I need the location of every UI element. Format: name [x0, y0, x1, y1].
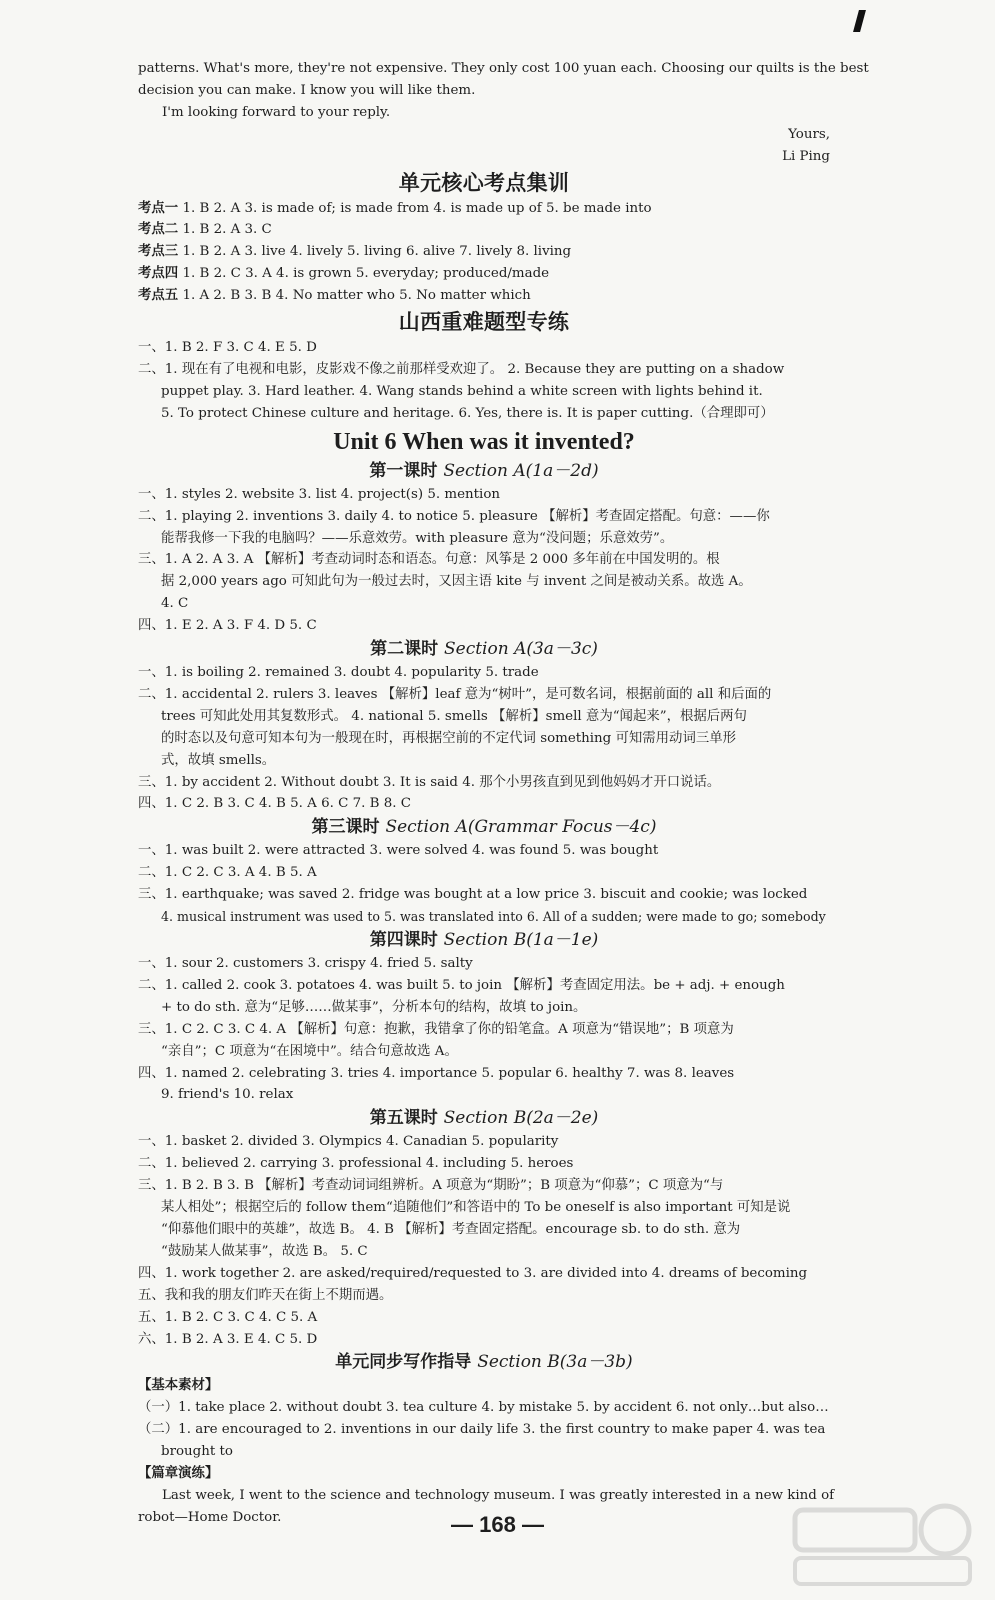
- answer-line: 4. musical instrument was used to 5. was translated into 6. All of a sudden; were made to go; somebody: [161, 909, 826, 925]
- review-answers: 1. B 2. C 3. A 4. is grown 5. everyday; produced/made: [182, 266, 550, 282]
- answer-line: 4. C: [161, 596, 189, 612]
- section-range: Section A(1a－2d): [443, 460, 599, 481]
- section-range: Section B(3a－3b): [477, 1352, 633, 1373]
- watermark-logo: [785, 1500, 975, 1590]
- answer-line: puppet play. 3. Hard leather. 4. Wang stands behind a white screen with lights behind it.: [161, 383, 763, 399]
- section-heading: [138, 637, 830, 662]
- section-range: Section B(1a－1e): [443, 930, 599, 950]
- review-label: 考点三: [138, 243, 179, 260]
- answer-line: “仰慕他们眼中的英雄”，故选 B。 4. B 【解析】考查固定搭配。encourage sb. to do sth. 意为: [161, 1221, 741, 1237]
- lesson-label: 第三课时: [311, 817, 380, 838]
- answer-line: 三、1. earthquake; was saved 2. fridge was bought at a low price 3. biscuit and cookie; was locked: [138, 887, 808, 903]
- review-row: [138, 241, 830, 263]
- review-answers: 1. B 2. A 3. live 4. lively 5. living 6. alive 7. lively 8. living: [182, 244, 572, 260]
- section-range: Section A(Grammar Focus－4c): [385, 817, 657, 838]
- answer-line: 的时态以及句意可知本句为一般现在时，再根据空前的不定代词 something 可知需用动词三单形: [161, 730, 737, 746]
- answer-line: 二、1. playing 2. inventions 3. daily 4. to notice 5. pleasure 【解析】考查固定搭配。句意：——你: [138, 508, 770, 524]
- page-number: — 168 —: [451, 1512, 544, 1537]
- lesson-label: 第二课时: [370, 639, 439, 660]
- answer-line: trees 可知此处用其复数形式。 4. national 5. smells 【解析】smell 意为“闻起来”，根据后两句: [161, 708, 747, 724]
- essay-line: Last week, I went to the science and technology museum. I was greatly interested in a new kind of: [162, 1487, 835, 1503]
- section-heading: [138, 928, 830, 953]
- section-heading: [138, 815, 830, 840]
- material-label: 【基本素材】: [138, 1377, 219, 1394]
- answer-line: 四、1. E 2. A 3. F 4. D 5. C: [138, 618, 317, 634]
- answer-line: 一、1. is boiling 2. remained 3. doubt 4. popularity 5. trade: [138, 665, 539, 681]
- letter-line: decision you can make. I know you will like them.: [138, 82, 476, 98]
- review-label: 考点四: [138, 265, 179, 282]
- review-row: [138, 219, 830, 241]
- shanxi-title: 山西重难题型专练: [398, 310, 570, 335]
- section-heading: [138, 459, 830, 484]
- answer-line: 式，故填 smells。: [161, 752, 276, 768]
- writing-heading: 单元同步写作指导: [335, 1352, 472, 1373]
- answer-line: 三、1. B 2. B 3. B 【解析】考查动词词组辨析。A 项意为“期盼”；B 项意为“仰慕”；C 项意为“与: [138, 1178, 724, 1194]
- answer-line: 二、1. 现在有了电视和电影，皮影戏不像之前那样受欢迎了。 2. Because they are putting on a shadow: [138, 361, 785, 377]
- answer-line: “鼓励某人做某事”，故选 B。 5. C: [161, 1243, 368, 1259]
- answer-line: 一、1. basket 2. divided 3. Olympics 4. Canadian 5. popularity: [138, 1134, 559, 1150]
- answer-line: 二、1. C 2. C 3. A 4. B 5. A: [138, 865, 317, 881]
- review-answers: 1. A 2. B 3. B 4. No matter who 5. No matter which: [182, 288, 531, 304]
- review-title: 单元核心考点集训: [398, 170, 570, 195]
- essay-line: robot—Home Doctor.: [138, 1509, 282, 1525]
- review-label: 考点一: [138, 199, 179, 216]
- review-label: 考点五: [138, 287, 179, 304]
- section-range: Section B(2a－2e): [443, 1108, 599, 1129]
- answer-line: 五、1. B 2. C 3. C 4. C 5. A: [138, 1309, 318, 1325]
- answer-line: 二、1. accidental 2. rulers 3. leaves 【解析】leaf 意为“树叶”，是可数名词，根据前面的 all 和后面的: [138, 686, 772, 702]
- review-row: [138, 263, 830, 285]
- answer-line: 五、我和我的朋友们昨天在街上不期而遇。: [138, 1287, 393, 1303]
- answer-line: 二、1. called 2. cook 3. potatoes 4. was built 5. to join 【解析】考查固定用法。be + adj. + enough: [138, 977, 785, 993]
- answer-line: “亲自”；C 项意为“在困境中”。结合句意故选 A。: [161, 1043, 458, 1059]
- lesson-label: 第四课时: [369, 930, 438, 950]
- section-heading: [138, 1350, 830, 1375]
- answer-line: 一、1. styles 2. website 3. list 4. project(s) 5. mention: [138, 486, 501, 502]
- answer-line: （一）1. take place 2. without doubt 3. tea culture 4. by mistake 5. by accident 6. not only…but also…: [138, 1400, 829, 1416]
- answer-line: 据 2,000 years ago 可知此句为一般过去时，又因主语 kite 与 invent 之间是被动关系。故选 A。: [161, 574, 752, 590]
- answer-line: 三、1. C 2. C 3. C 4. A 【解析】句意：抱歉，我错拿了你的铅笔盒。A 项意为“错误地”；B 项意为: [138, 1021, 734, 1037]
- review-row: [138, 198, 830, 220]
- practice-label: 【篇章演练】: [138, 1465, 219, 1482]
- lesson-label: 第五课时: [369, 1108, 438, 1129]
- answer-line: 二、1. believed 2. carrying 3. professional 4. including 5. heroes: [138, 1156, 574, 1172]
- section-heading: [138, 1106, 830, 1131]
- answer-line: 一、1. was built 2. were attracted 3. were solved 4. was found 5. was bought: [138, 843, 659, 859]
- answer-line: （二）1. are encouraged to 2. inventions in our daily life 3. the first country to make paper 4. was tea: [138, 1422, 826, 1438]
- review-answers: 1. B 2. A 3. is made of; is made from 4. is made up of 5. be made into: [182, 200, 652, 216]
- unit-title: Unit 6 When was it invented?: [333, 428, 635, 455]
- answer-line: 四、1. C 2. B 3. C 4. B 5. A 6. C 7. B 8. C: [138, 796, 412, 812]
- answer-line: 能帮我修一下我的电脑吗？——乐意效劳。with pleasure 意为“没问题；乐意效劳”。: [161, 530, 674, 546]
- answer-line: 三、1. A 2. A 3. A 【解析】考查动词时态和语态。句意：风筝是 2 000 多年前在中国发明的。根: [138, 552, 720, 568]
- review-answers: 1. B 2. A 3. C: [182, 222, 272, 238]
- section-range: Section A(3a－3c): [444, 639, 598, 660]
- letter-line: patterns. What's more, they're not expensive. They only cost 100 yuan each. Choosing our quilts is the best: [138, 61, 869, 76]
- answer-line: 一、1. sour 2. customers 3. crispy 4. fried 5. salty: [138, 956, 473, 971]
- answer-page: [138, 58, 869, 1529]
- review-row: [138, 285, 830, 307]
- answer-line: 四、1. named 2. celebrating 3. tries 4. importance 5. popular 6. healthy 7. was 8. leaves: [138, 1065, 735, 1081]
- letter-signature: Li Ping: [782, 148, 830, 164]
- corner-mark: [853, 10, 866, 32]
- answer-line: 一、1. B 2. F 3. C 4. E 5. D: [138, 340, 317, 356]
- answer-line: brought to: [161, 1444, 233, 1460]
- answer-line: 六、1. B 2. A 3. E 4. C 5. D: [138, 1331, 318, 1347]
- answer-line: 9. friend's 10. relax: [161, 1087, 294, 1103]
- lesson-label: 第一课时: [369, 460, 438, 481]
- answer-line: 5. To protect Chinese culture and heritage. 6. Yes, there is. It is paper cutting.（合理即可）: [161, 405, 774, 421]
- letter-line: I'm looking forward to your reply.: [162, 104, 391, 120]
- answer-line: 某人相处”；根据空后的 follow them“追随他们”和答语中的 To be oneself is also important 可知是说: [161, 1200, 791, 1216]
- answer-line: 四、1. work together 2. are asked/required/requested to 3. are divided into 4. dreams of becoming: [138, 1265, 808, 1281]
- answer-line: + to do sth. 意为“足够……做某事”，分析本句的结构，故填 to join。: [161, 999, 587, 1015]
- answer-line: 三、1. by accident 2. Without doubt 3. It is said 4. 那个小男孩直到见到他妈妈才开口说话。: [138, 774, 721, 790]
- letter-closing: Yours,: [788, 126, 830, 142]
- review-label: 考点二: [138, 221, 179, 238]
